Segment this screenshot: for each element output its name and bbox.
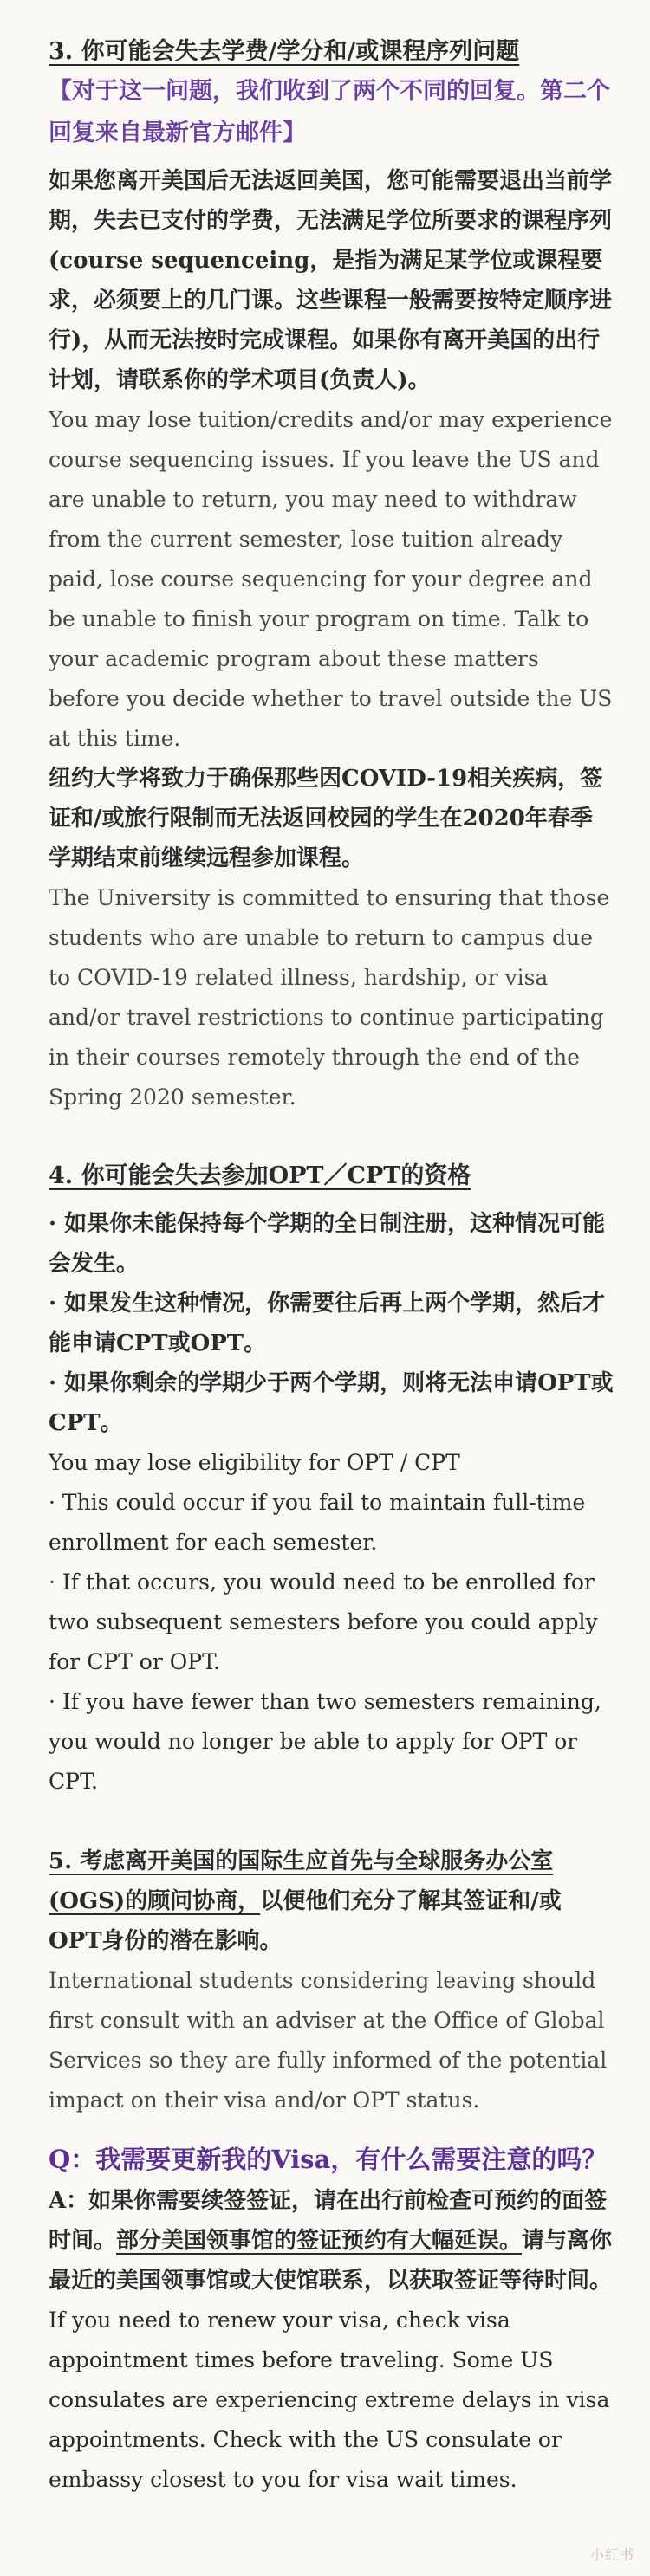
qa-answer-lead: A：如果你需要续签签证，请在出行前检查可预约的面签时间。 — [49, 2188, 608, 2254]
section-4 — [49, 1157, 614, 1802]
section-5-heading: 5. 考虑离开美国的国际生应首先与全球服务办公室(OGS)的顾问协商， — [49, 1848, 554, 1914]
section-4-chinese-item: · 如果你未能保持每个学期的全日制注册，这种情况可能会发生。 — [49, 1211, 606, 1277]
spacer — [49, 2120, 614, 2138]
section-3-chinese-paragraph-1: 如果您离开美国后无法返回美国，您可能需要退出当前学期，失去已支付的学费，无法满足学位所要求的课程序列(course sequenceing，是指为满足某学位或课程要求，必须要上的几门课。这些课程一般需要按特定顺序进行)，从而无法按时完成课程。如果你有离开美国的出行计划，请联系你的学术项目(负责人)。 — [49, 168, 613, 393]
section-5-heading-rest: 以便他们充分了解其签证和/或OPT身份的潜在影响。 — [49, 1888, 562, 1954]
section-3-english-paragraph-2: The University is committed to ensuring that those students who are unable to return to campus due to COVID-19 related illness, hardship, or visa and/or travel restrictions to continue participating in their courses remotely through the end of the Spring 2020 semester. — [49, 885, 610, 1110]
section-3-english-paragraph-1: You may lose tuition/credits and/or may experience course sequencing issues. If you leave the US and are unable to return, you may need to withdraw from the current semester, lose tuition already paid, lose course sequencing for your degree and be unable to finish your program on time. Talk to your academic program about these matters before you decide whether to travel outside the US at this time. — [49, 407, 613, 751]
section-3-heading: 3. 你可能会失去学费/学分和/或课程序列问题 — [49, 38, 520, 65]
qa-answer-underlined: 部分美国领事馆的签证预约有大幅延误。 — [116, 2228, 523, 2254]
section-4-heading: 4. 你可能会失去参加OPT／CPT的资格 — [49, 1162, 471, 1189]
spacer — [49, 1802, 614, 1841]
section-4-english-item: · If you have fewer than two semesters remaining, you would no longer be able to apply for OPT or CPT. — [49, 1689, 601, 1794]
section-5-heading-block — [49, 1841, 614, 1961]
section-4-chinese-item: · 如果发生这种情况，你需要往后再上两个学期，然后才能申请CPT或OPT。 — [49, 1291, 606, 1356]
section-4-chinese-item: · 如果你剩余的学期少于两个学期，则将无法申请OPT或CPT。 — [49, 1370, 614, 1436]
qa-question: Q：我需要更新我的Visa，有什么需要注意的吗？ — [49, 2145, 608, 2174]
qa-section — [49, 2138, 614, 2500]
qa-answer-chinese — [49, 2181, 614, 2301]
section-4-english-item: · This could occur if you fail to maintain full-time enrollment for each semester. — [49, 1490, 586, 1555]
section-3-chinese-paragraph-2: 纽约大学将致力于确保那些因COVID-19相关疾病，签证和/或旅行限制而无法返回校园的学生在2020年春季学期结束前继续远程参加课程。 — [49, 766, 603, 871]
section-4-english-item: · If that occurs, you would need to be enrolled for two subsequent semesters before you could apply for CPT or OPT. — [49, 1570, 598, 1674]
section-5-english-paragraph: International students considering leaving should first consult with an adviser at the Office of Global Services so they are fully informed of the potential impact on their visa and/or OPT status. — [49, 1968, 608, 2113]
spacer — [49, 1117, 614, 1157]
qa-answer-tail: 请与离你最近的美国领事馆或大使馆联系，以获取签证等待时间。 — [49, 2228, 613, 2294]
section-3-note: 【对于这一问题，我们收到了两个不同的回复。第二个回复来自最新官方邮件】 — [49, 78, 610, 146]
section-4-english-title: You may lose eligibility for OPT / CPT — [49, 1450, 460, 1475]
spacer — [49, 1195, 614, 1204]
qa-answer-english: If you need to renew your visa, check visa appointment times before traveling. Some US consulates are experiencing extreme delays in visa appointments. Check with the US consulate or embassy closest to you for visa wait times. — [49, 2307, 610, 2492]
section-3 — [49, 33, 614, 1117]
watermark-logo: 小红书 — [589, 2547, 634, 2563]
section-5 — [49, 1841, 614, 2120]
